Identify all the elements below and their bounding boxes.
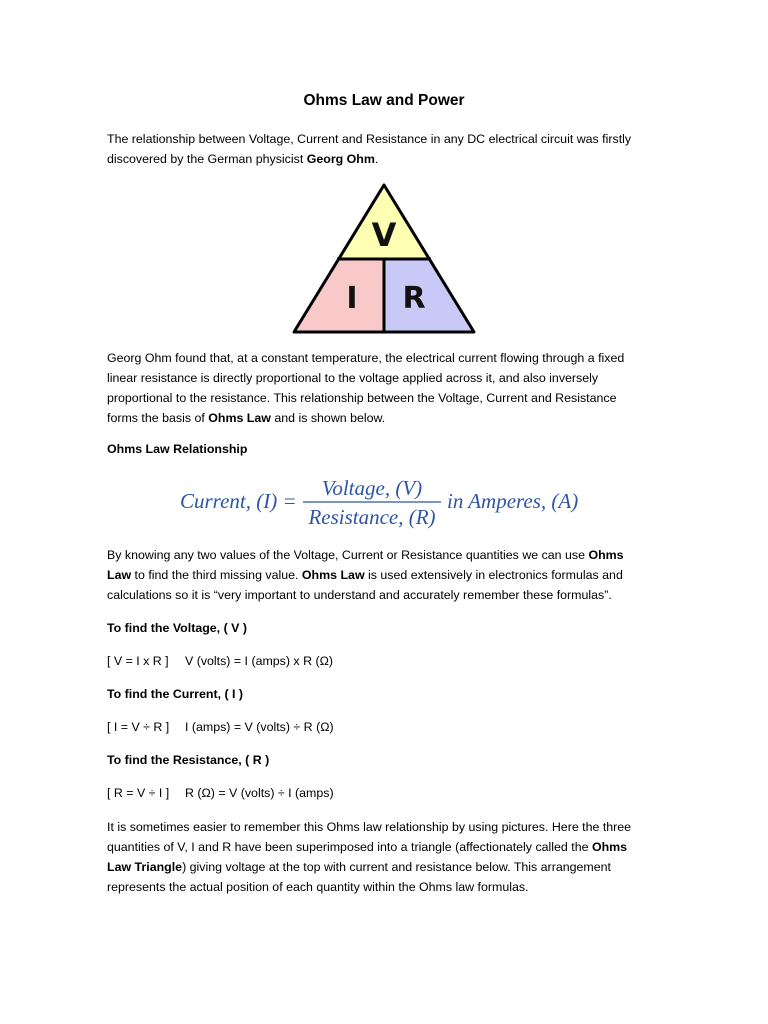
- voltage-heading-text: To find the Voltage,: [107, 621, 224, 635]
- resistance-heading-text: To find the Resistance,: [107, 753, 246, 767]
- formula-denominator: Resistance, (R): [308, 505, 436, 529]
- intro-line-1: The relationship between Voltage, Current and Resistance in any DC electrical circuit was firstly: [107, 132, 632, 146]
- para3-line-2-post: is used extensively in electronics formulas and: [364, 568, 623, 582]
- ohms-law-triangle: [290, 182, 478, 336]
- para2-line-3: proportional to the resistance. This relationship between the Voltage, Current and Resistance: [107, 391, 617, 405]
- current-symbolic: [ I = V ÷ R ]: [107, 720, 170, 734]
- triangle-right-section: [384, 259, 474, 332]
- resistance-worded: R (Ω) = V (volts) ÷ I (amps): [185, 786, 334, 800]
- voltage-worded: V (volts) = I (amps) x R (Ω): [185, 654, 333, 668]
- para2-line-4-post: and is shown below.: [270, 411, 386, 425]
- formula-units: in Amperes, (A): [447, 489, 579, 513]
- para3-ohms: Ohms: [588, 548, 624, 562]
- triangle-label-i: I: [346, 281, 358, 316]
- para2-line-1: Georg Ohm found that, at a constant temperature, the electrical current flowing through a fixed: [107, 351, 625, 365]
- para4-line-3-post: ) giving voltage at the top with current and resistance below. This arrangement: [182, 860, 611, 874]
- ohm-finding-paragraph: [107, 348, 667, 428]
- triangle-left-section: [294, 259, 384, 332]
- current-formula: [107, 720, 334, 734]
- formula-numerator: Voltage, (V): [321, 476, 423, 500]
- voltage-heading-symbol: ( V ): [223, 621, 247, 635]
- para3-line-3: calculations so it is “very important to understand and accurately remember these formulas”.: [107, 588, 612, 602]
- resistance-heading-symbol: ( R ): [245, 753, 270, 767]
- ohms-law-formula: [180, 472, 600, 534]
- current-heading: [107, 687, 243, 701]
- voltage-heading: [107, 621, 247, 635]
- para3-ohms-law: Ohms Law: [301, 568, 365, 582]
- para2-ohms-law: Ohms Law: [208, 411, 271, 425]
- current-heading-text: To find the Current,: [107, 687, 225, 701]
- current-worded: I (amps) = V (volts) ÷ R (Ω): [185, 720, 334, 734]
- triangle-label-r: R: [402, 281, 426, 316]
- formula-left-side: Current, (I) =: [180, 489, 297, 513]
- resistance-symbolic: [ R = V ÷ I ]: [107, 786, 170, 800]
- current-heading-symbol: ( I ): [224, 687, 244, 701]
- para3-law: Law: [107, 568, 132, 582]
- para4-line-2-pre: quantities of V, I and R have been superimposed into a triangle (affectionately called the: [107, 840, 592, 854]
- intro-georg-ohm: Georg Ohm: [306, 152, 375, 166]
- para4-line-4: represents the actual position of each quantity within the Ohms law formulas.: [107, 880, 529, 894]
- triangle-explanation-paragraph: [107, 817, 667, 897]
- para3-line-2-mid: to find the third missing value.: [131, 568, 302, 582]
- para4-line-1: It is sometimes easier to remember this Ohms law relationship by using pictures. Here the three: [107, 820, 632, 834]
- resistance-formula: [107, 786, 334, 800]
- voltage-symbolic: [ V = I x R ]: [107, 654, 169, 668]
- para4-ohms: Ohms: [591, 840, 628, 854]
- para4-law-triangle: Law Triangle: [107, 860, 183, 874]
- intro-line-2-post: .: [374, 152, 379, 166]
- triangle-label-v: V: [371, 216, 397, 254]
- voltage-formula: [107, 654, 333, 668]
- relationship-heading: Ohms Law Relationship: [107, 442, 248, 456]
- intro-line-2-pre: discovered by the German physicist: [107, 152, 307, 166]
- intro-paragraph: [107, 129, 667, 169]
- para2-line-2: linear resistance is directly proportional to the voltage applied across it, and also inversely: [107, 371, 599, 385]
- page-title: Ohms Law and Power: [303, 92, 465, 109]
- para3-line-1-pre: By knowing any two values of the Voltage, Current or Resistance quantities we can use: [107, 548, 589, 562]
- para2-line-4-pre: forms the basis of: [107, 411, 209, 425]
- resistance-heading: [107, 753, 269, 767]
- usage-paragraph: [107, 545, 667, 605]
